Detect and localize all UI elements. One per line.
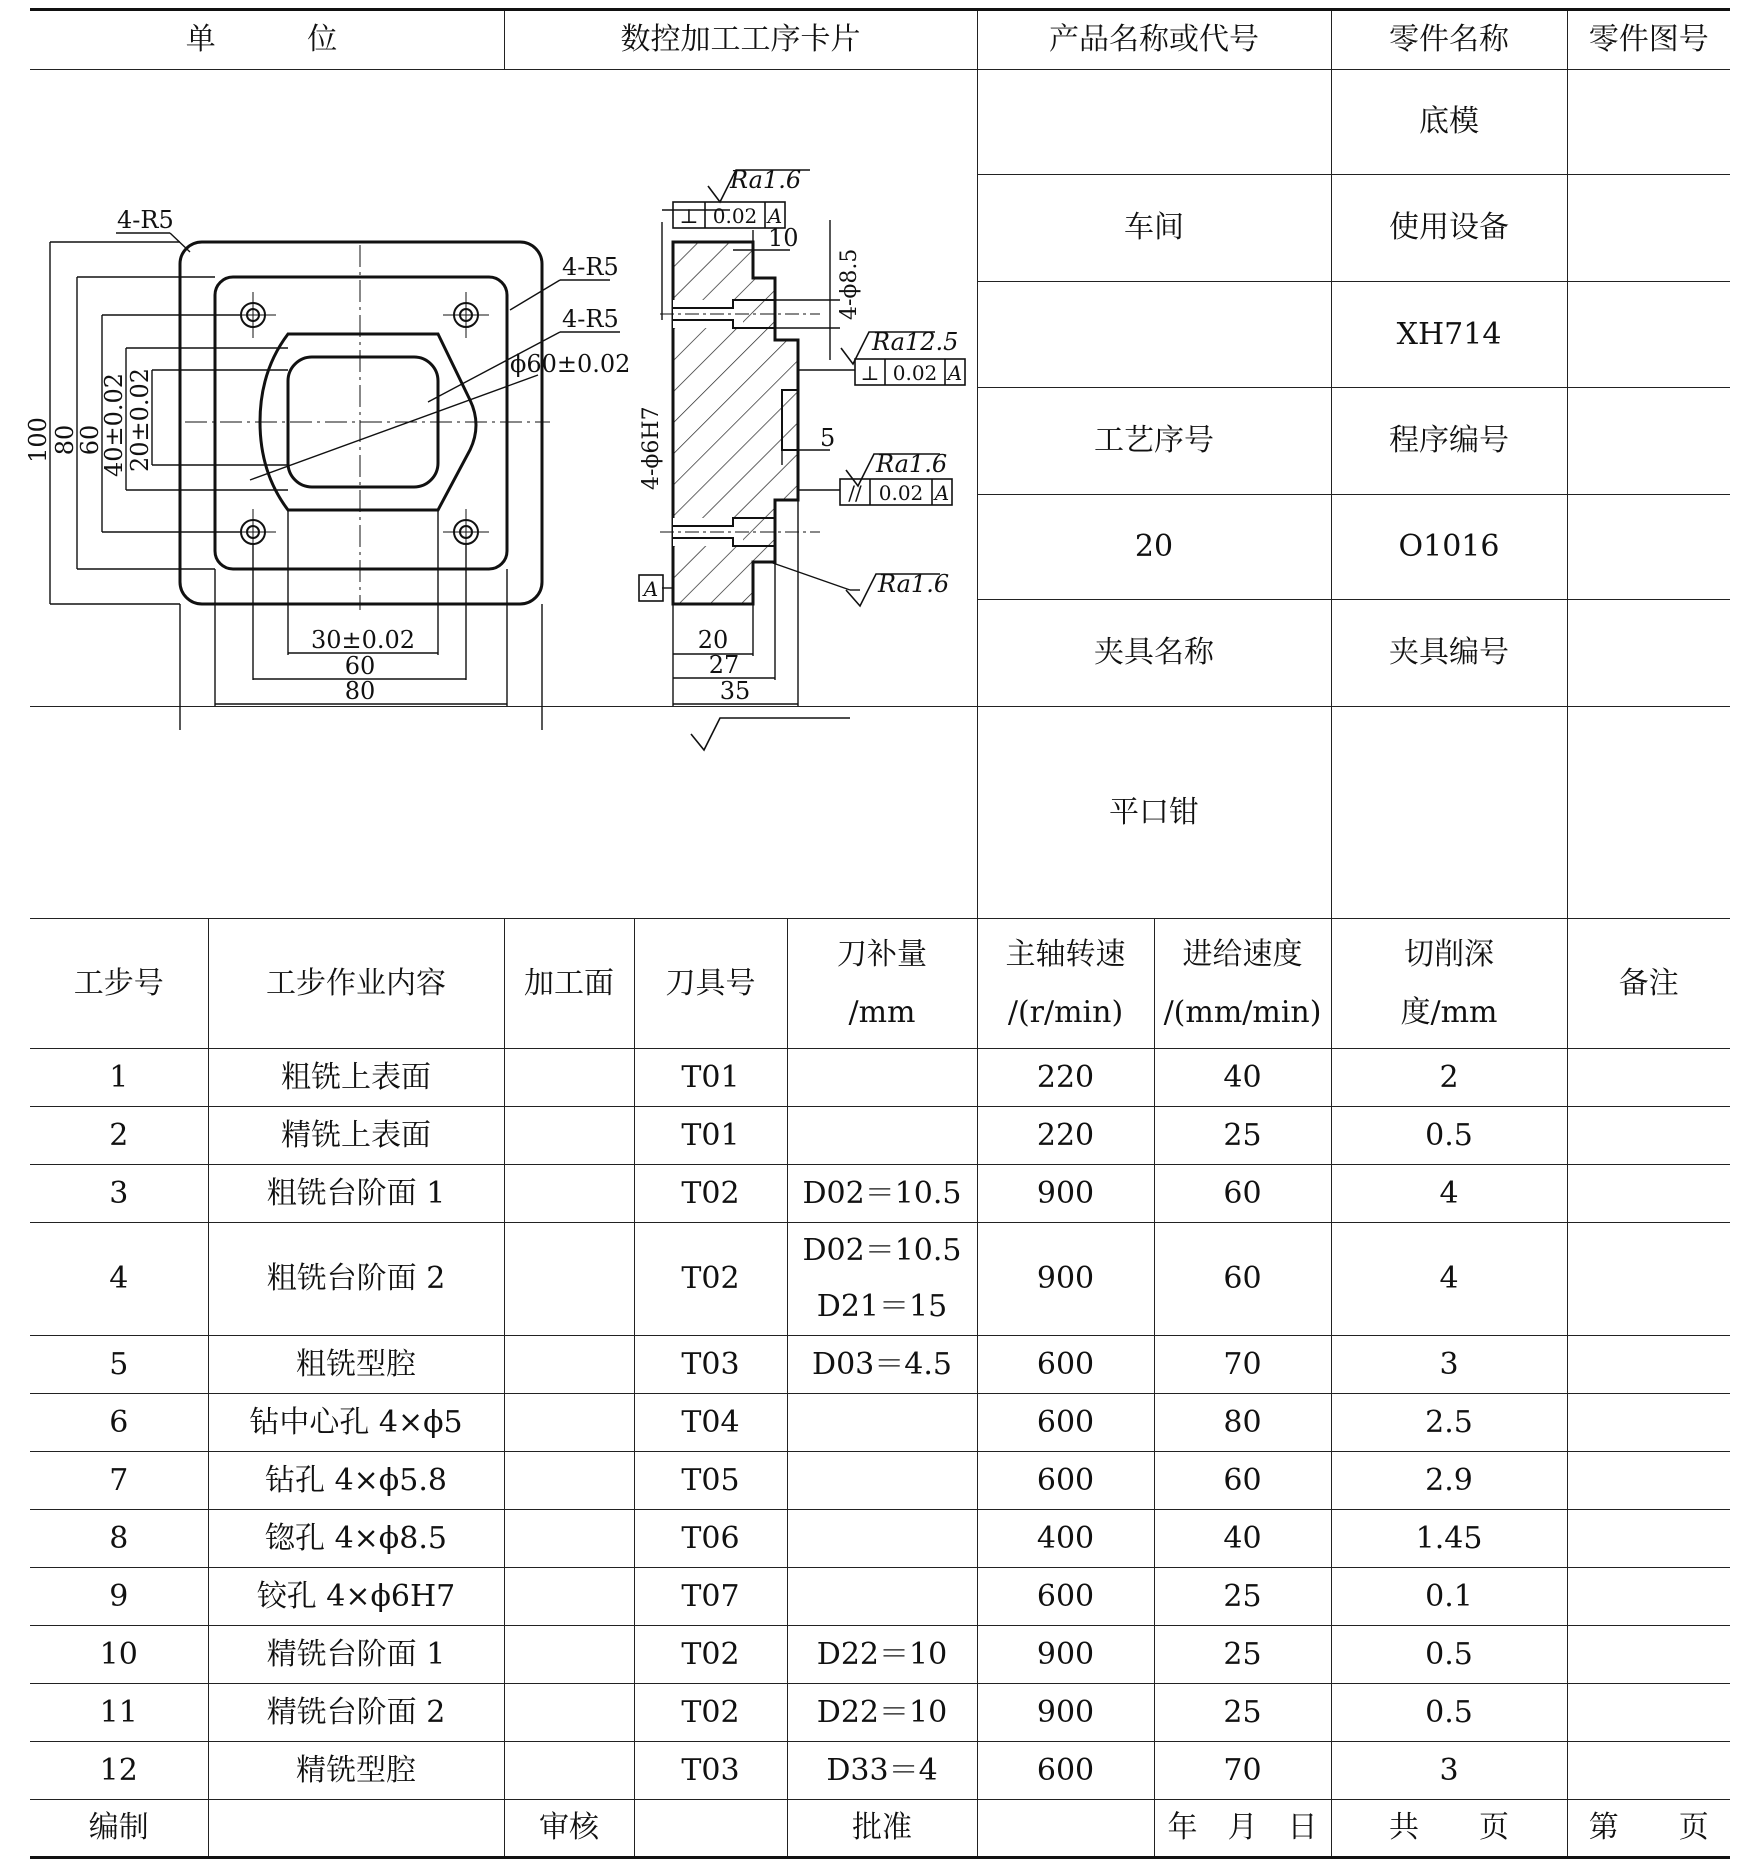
step-row [30,1394,1730,1452]
step-row [30,1336,1730,1394]
reviewed-label: 审核 [504,1800,634,1858]
step-offset [787,1568,977,1626]
steps-header-row [30,919,1730,1049]
col-offset: 刀补量 /mm [787,919,977,1049]
step-spindle-speed: 600 [977,1742,1154,1800]
step-spindle-speed: 400 [977,1510,1154,1568]
offset-line: D21＝15 [816,1289,948,1324]
process-no: 20 [977,494,1331,599]
step-row [30,1568,1730,1626]
step-remark [1567,1223,1730,1336]
dim-label: 40±0.02 [100,372,128,478]
datum-ref: A [934,481,950,505]
step-offset [787,1510,977,1568]
front-view [50,233,620,730]
step-feed-rate: 70 [1154,1742,1331,1800]
diameter-label: 4-ϕ6H7 [639,406,664,490]
step-row [30,1223,1730,1336]
dim-label: 60 [344,652,376,680]
step-surface [504,1223,634,1336]
step-tool: T03 [634,1336,787,1394]
step-no: 8 [30,1510,208,1568]
step-no: 4 [30,1223,208,1336]
step-offset [787,1452,977,1510]
step-feed-rate: 25 [1154,1568,1331,1626]
step-tool: T02 [634,1684,787,1742]
step-offset: D22＝10 [787,1684,977,1742]
col-remark: 备注 [1567,919,1730,1049]
step-feed-rate: 25 [1154,1684,1331,1742]
step-offset: D03＝4.5 [787,1336,977,1394]
col-content: 工步作业内容 [208,919,504,1049]
step-feed-rate: 60 [1154,1452,1331,1510]
step-tool: T02 [634,1165,787,1223]
dim-label: 20 [697,626,729,654]
col-spindle: 主轴转速 /(r/min) [977,919,1154,1049]
step-surface [504,1049,634,1107]
col-tool-no: 刀具号 [634,919,787,1049]
step-offset [787,1394,977,1452]
step-surface [504,1165,634,1223]
step-row [30,1742,1730,1800]
step-no: 5 [30,1336,208,1394]
step-spindle-speed: 220 [977,1049,1154,1107]
step-cut-depth: 0.5 [1331,1684,1567,1742]
step-surface [504,1510,634,1568]
step-cut-depth: 2.9 [1331,1452,1567,1510]
step-surface [504,1452,634,1510]
step-spindle-speed: 900 [977,1223,1154,1336]
dim-label: 20±0.02 [126,367,154,473]
offset-line: D02＝10.5 [802,1233,962,1268]
step-remark [1567,1742,1730,1800]
process-no-label: 工艺序号 [977,387,1331,494]
step-feed-rate: 25 [1154,1626,1331,1684]
step-surface [504,1107,634,1165]
step-no: 2 [30,1107,208,1165]
dim-label: 80 [51,424,79,456]
fixture-name-label: 夹具名称 [977,600,1331,707]
step-cut-depth: 1.45 [1331,1510,1567,1568]
part-drawing-svg [24,70,970,706]
step-tool: T03 [634,1742,787,1800]
step-no: 7 [30,1452,208,1510]
diameter-label: ϕ60±0.02 [510,350,631,378]
step-content: 精铣型腔 [208,1742,504,1800]
step-row [30,1165,1730,1223]
step-surface [504,1684,634,1742]
step-tool: T07 [634,1568,787,1626]
step-spindle-speed: 600 [977,1336,1154,1394]
equipment-label: 使用设备 [1331,175,1567,282]
step-spindle-speed: 900 [977,1626,1154,1684]
program-no: O1016 [1331,494,1567,599]
front-view-labels [24,206,630,705]
step-tool: T02 [634,1223,787,1336]
program-no-label: 程序编号 [1331,387,1567,494]
step-tool: T02 [634,1626,787,1684]
step-cut-depth: 4 [1331,1223,1567,1336]
footer-row [30,1800,1730,1858]
part-drawing [24,70,977,707]
step-cut-depth: 0.1 [1331,1568,1567,1626]
step-offset [787,1107,977,1165]
step-remark [1567,1626,1730,1684]
diameter-label: 4-ϕ8.5 [837,248,862,320]
step-feed-rate: 25 [1154,1107,1331,1165]
dim-label: 60 [76,424,104,456]
dim-label: 10 [768,224,799,252]
dim-label: 27 [708,651,740,679]
dim-label: 5 [820,424,836,452]
fixture-no-label: 夹具编号 [1331,600,1567,707]
step-offset [787,1223,977,1336]
step-remark [1567,1049,1730,1107]
datum-ref: A [767,204,783,228]
step-content: 粗铣台阶面 1 [208,1165,504,1223]
approved-label: 批准 [787,1800,977,1858]
step-content: 锪孔 4×ϕ8.5 [208,1510,504,1568]
step-no: 10 [30,1626,208,1684]
step-row [30,1452,1730,1510]
roughness-label: Ra1.6 [878,570,950,598]
step-feed-rate: 60 [1154,1165,1331,1223]
step-content: 粗铣型腔 [208,1336,504,1394]
step-remark [1567,1165,1730,1223]
col-surface: 加工面 [504,919,634,1049]
step-no: 12 [30,1742,208,1800]
step-remark [1567,1510,1730,1568]
step-cut-depth: 4 [1331,1165,1567,1223]
step-content: 铰孔 4×ϕ6H7 [208,1568,504,1626]
step-no: 11 [30,1684,208,1742]
step-content: 钻孔 4×ϕ5.8 [208,1452,504,1510]
equipment-value: XH714 [1331,282,1567,387]
roughness-label: Ra12.5 [872,328,959,356]
radius-label: 4-R5 [562,305,619,333]
step-cut-depth: 2.5 [1331,1394,1567,1452]
step-row [30,1626,1730,1684]
col-depth: 切削深 度/mm [1331,919,1567,1049]
part-name-label: 零件名称 [1331,10,1567,70]
step-feed-rate: 40 [1154,1049,1331,1107]
step-cut-depth: 0.5 [1331,1107,1567,1165]
step-remark [1567,1336,1730,1394]
step-content: 精铣台阶面 2 [208,1684,504,1742]
step-surface [504,1626,634,1684]
dim-label: 30±0.02 [310,626,416,654]
step-no: 6 [30,1394,208,1452]
prepared-label: 编制 [30,1800,208,1858]
unit-label: 单 位 [30,10,504,70]
roughness-label: Ra1.6 [876,450,948,478]
col-step-no: 工步号 [30,919,208,1049]
tolerance-value: 0.02 [892,361,938,385]
step-tool: T01 [634,1049,787,1107]
step-spindle-speed: 900 [977,1684,1154,1742]
page-no-label: 第 页 [1567,1800,1730,1858]
radius-label: 4-R5 [117,206,174,234]
step-no: 3 [30,1165,208,1223]
step-cut-depth: 0.5 [1331,1626,1567,1684]
step-row [30,1049,1730,1107]
step-tool: T01 [634,1107,787,1165]
step-tool: T05 [634,1452,787,1510]
dim-label: 100 [24,417,52,463]
step-feed-rate: 80 [1154,1394,1331,1452]
step-content: 精铣上表面 [208,1107,504,1165]
step-feed-rate: 40 [1154,1510,1331,1568]
step-row [30,1107,1730,1165]
step-offset [787,1049,977,1107]
step-spindle-speed: 600 [977,1394,1154,1452]
date-label: 年 月 日 [1154,1800,1331,1858]
step-remark [1567,1684,1730,1742]
dim-label: 80 [344,677,376,705]
dim-label: 35 [719,677,751,705]
step-offset: D22＝10 [787,1626,977,1684]
perpendicularity-symbol: ⊥ [860,361,880,385]
tolerance-value: 0.02 [712,204,758,228]
step-spindle-speed: 220 [977,1107,1154,1165]
datum-a-label: A [643,577,659,601]
radius-label: 4-R5 [562,253,619,281]
step-no: 9 [30,1568,208,1626]
step-content: 精铣台阶面 1 [208,1626,504,1684]
step-content: 粗铣台阶面 2 [208,1223,504,1336]
step-remark [1567,1452,1730,1510]
step-cut-depth: 3 [1331,1742,1567,1800]
step-tool: T04 [634,1394,787,1452]
step-content: 粗铣上表面 [208,1049,504,1107]
step-remark [1567,1568,1730,1626]
step-feed-rate: 70 [1154,1336,1331,1394]
step-cut-depth: 2 [1331,1049,1567,1107]
step-spindle-speed: 900 [977,1165,1154,1223]
header-row [30,10,1730,70]
total-pages-label: 共 页 [1331,1800,1567,1858]
part-drawing-no-label: 零件图号 [1567,10,1730,70]
step-row [30,1510,1730,1568]
part-name: 底模 [1331,70,1567,175]
step-content: 钻中心孔 4×ϕ5 [208,1394,504,1452]
step-feed-rate: 60 [1154,1223,1331,1336]
steps-body [30,1049,1730,1800]
step-surface [504,1568,634,1626]
parallelism-symbol: // [848,481,862,505]
step-cut-depth: 3 [1331,1336,1567,1394]
roughness-label: Ra1.6 [730,166,802,194]
fixture-name: 平口钳 [977,707,1331,919]
step-offset: D02＝10.5 [787,1165,977,1223]
card-title: 数控加工工序卡片 [504,10,977,70]
datum-ref: A [947,361,963,385]
perpendicularity-symbol: ⊥ [679,204,699,228]
step-spindle-speed: 600 [977,1568,1154,1626]
step-remark [1567,1107,1730,1165]
step-surface [504,1336,634,1394]
workshop-label: 车间 [977,175,1331,282]
process-card-table [24,8,1730,1859]
col-feed: 进给速度 /(mm/min) [1154,919,1331,1049]
step-no: 1 [30,1049,208,1107]
step-tool: T06 [634,1510,787,1568]
step-surface [504,1394,634,1452]
step-remark [1567,1394,1730,1452]
product-label: 产品名称或代号 [977,10,1331,70]
step-offset: D33＝4 [787,1742,977,1800]
step-spindle-speed: 600 [977,1452,1154,1510]
tolerance-value: 0.02 [878,481,924,505]
step-surface [504,1742,634,1800]
step-row [30,1684,1730,1742]
process-card [24,8,1730,1845]
